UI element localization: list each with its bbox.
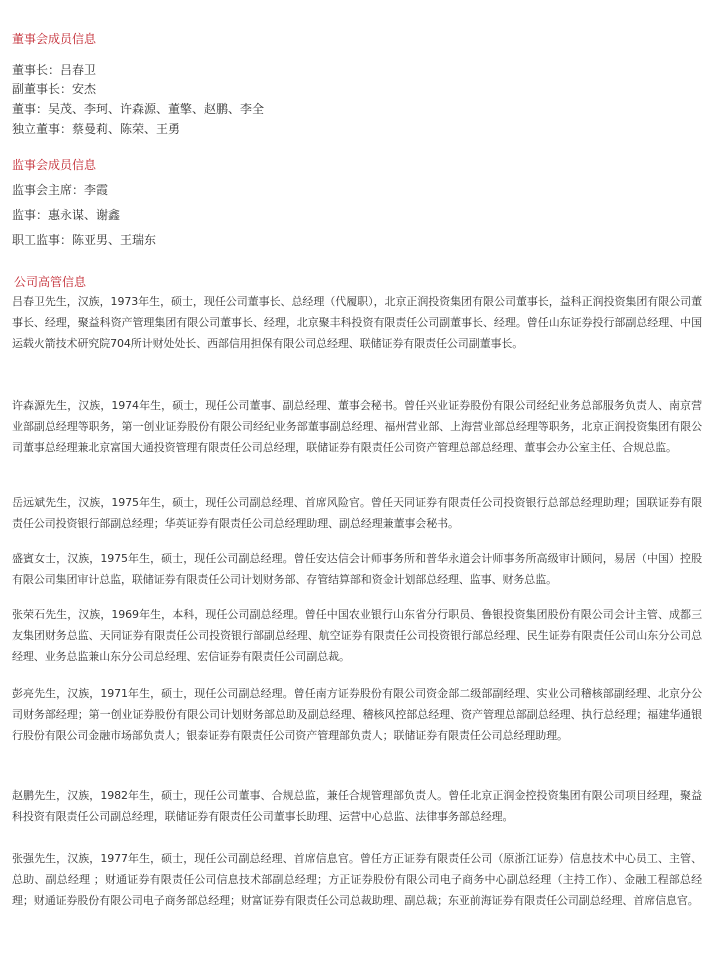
supervisors-members: 监事：惠永谋、谢鑫: [12, 208, 121, 222]
executive-bio-7: 赵鹏先生，汉族，1982年生，硕士，现任公司董事、合规总监，兼任合规管理部负责人。曾任北京正润金控投资集团有限公司项目经理，聚益科投资有限责任公司副总经理，联储证券有限责任公司董事长助理、运营中心总监、法律事务部总经理。: [12, 789, 702, 823]
supervisors-section-title: 监事会成员信息: [12, 158, 97, 172]
executive-bio-5: 张荣石先生，汉族，1969年生，本科，现任公司副总经理。曾任中国农业银行山东省分行职员、鲁银投资集团股份有限公司会计主管、成都三友集团财务总监、天同证券有限责任公司投资银行部副总经理、航空证券有限责任公司投资银行部总经理、民生证券有限责任公司山东分公司总经理、业务总监兼山东分公司总经理、宏信证券有限责任公司副总裁。: [12, 608, 702, 663]
board-chairman: 董事长：吕春卫: [12, 63, 97, 77]
executive-bio-6: 彭亮先生，汉族，1971年生，硕士，现任公司副总经理。曾任南方证券股份有限公司资金部二级部副经理、实业公司稽核部副经理、北京分公司财务部经理；第一创业证券股份有限公司计划财务部总助及副总经理、稽核风控部总经理、资产管理总部副总经理、执行总经理；福建华通银行股份有限公司金融市场部负责人；银泰证券有限责任公司资产管理部负责人；联储证券有限责任公司总经理助理。: [12, 687, 702, 742]
board-section-title: 董事会成员信息: [12, 32, 97, 46]
executives-section-title: 公司高管信息: [14, 275, 87, 289]
board-vice-chairman: 副董事长：安杰: [12, 82, 97, 96]
board-directors: 董事：吴茂、李珂、许森源、董擎、赵鹏、李全: [12, 102, 265, 116]
executive-bio-8: 张强先生，汉族，1977年生，硕士，现任公司副总经理、首席信息官。曾任方正证券有限责任公司（原浙江证券）信息技术中心员工、主管、总助、副总经理 ；财通证券有限责任公司信息技术部副总经理；方正证券股份有限公司电子商务中心副总经理（主持工作）、金融工程部总经理；财通证券股份有限公司电子商务部总经理；财富证券有限责任公司总裁助理、副总裁；东亚前海证券有限责任公司副总经理、首席信息官。: [12, 852, 702, 907]
supervisors-chairman: 监事会主席：李霞: [12, 183, 109, 197]
executive-bio-3: 岳远斌先生，汉族，1975年生，硕士，现任公司副总经理、首席风险官。曾任天同证券有限责任公司投资银行总部总经理助理；国联证券有限责任公司投资银行部副总经理；华英证券有限责任公司总经理助理、副总经理兼董事会秘书。: [12, 496, 702, 530]
supervisors-staff: 职工监事：陈亚男、王瑞东: [12, 233, 157, 247]
executive-bio-2: 许森源先生，汉族，1974年生，硕士，现任公司董事、副总经理、董事会秘书。曾任兴业证券股份有限公司经纪业务总部服务负责人、南京营业部副总经理等职务，第一创业证券股份有限公司经纪业务部董事副总经理、福州营业部、上海营业部总经理等职务，北京正润投资集团有限公司董事总经理兼北京富国大通投资管理有限责任公司总经理，联储证券有限责任公司资产管理总部总经理、董事会办公室主任、合规总监。: [12, 399, 702, 454]
board-independent-directors: 独立董事：蔡曼莉、陈荣、王勇: [12, 122, 181, 136]
executive-bio-4: 盛賓女士，汉族，1975年生，硕士，现任公司副总经理。曾任安达信会计师事务所和普华永道会计师事务所高级审计顾问，易居（中国）控股有限公司集团审计总监，联储证券有限责任公司计划财务部、存管结算部和资金计划部总经理、监事、财务总监。: [12, 552, 702, 586]
executive-bio-1: 吕春卫先生，汉族，1973年生，硕士，现任公司董事长、总经理（代履职），北京正润投资集团有限公司董事长，益科正润投资集团有限公司董事长、经理，聚益科资产管理集团有限公司董事长、经理，北京聚丰科投资有限责任公司副董事长、经理。曾任山东证券投行部副总经理、中国运载火箭技术研究院704所计财处处长、西部信用担保有限公司总经理、联储证券有限责任公司副董事长。: [12, 295, 702, 350]
